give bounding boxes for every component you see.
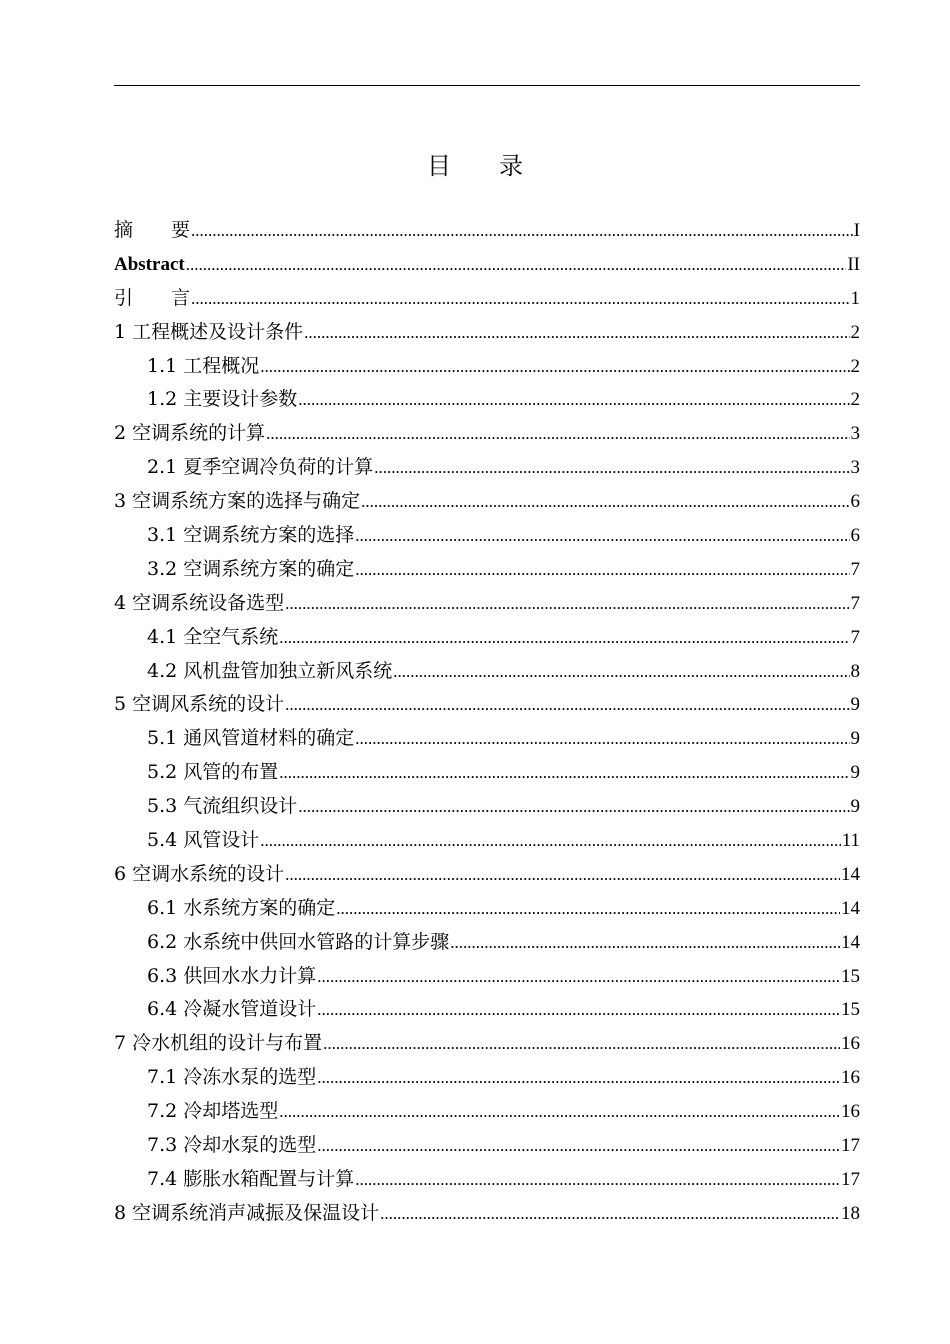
toc-entry-page-number: 2 — [850, 355, 860, 377]
toc-entry-label: 4 空调系统设备选型 — [114, 591, 285, 614]
toc-leader-dots — [361, 485, 849, 519]
toc-entry[interactable] — [114, 655, 860, 689]
toc-leader-dots — [317, 1061, 840, 1095]
toc-leader-dots — [266, 417, 849, 451]
header-rule — [114, 85, 860, 86]
toc-entry-page-number: 14 — [841, 897, 860, 919]
toc-entry-page-number: 3 — [850, 423, 860, 445]
toc-leader-dots — [285, 587, 849, 621]
toc-entry-label: 1.1 工程概况 — [147, 354, 260, 377]
toc-entry-page-number: 17 — [841, 1135, 860, 1157]
toc-entry[interactable] — [114, 688, 860, 722]
toc-entry-page-number: II — [847, 253, 860, 275]
toc-entry[interactable] — [114, 1095, 860, 1129]
toc-leader-dots — [298, 790, 849, 824]
toc-entry[interactable] — [114, 316, 860, 350]
toc-entry[interactable] — [114, 926, 860, 960]
toc-entry-page-number: 6 — [850, 491, 860, 513]
toc-leader-dots — [279, 1095, 840, 1129]
toc-entry-page-number: 11 — [841, 830, 860, 852]
toc-entry-label: 7.3 冷却水泵的选型 — [147, 1134, 317, 1157]
table-of-contents — [114, 214, 860, 1231]
toc-entry-page-number: 14 — [841, 863, 860, 885]
toc-entry-label: 7.1 冷冻水泵的选型 — [147, 1066, 317, 1089]
toc-entry-label: 摘 要 — [114, 219, 191, 241]
toc-entry-page-number: 1 — [850, 287, 860, 309]
toc-entry[interactable] — [114, 824, 860, 858]
toc-entry-page-number: 7 — [850, 626, 860, 648]
toc-entry-label: 7.4 膨胀水箱配置与计算 — [147, 1167, 355, 1190]
toc-entry[interactable] — [114, 1129, 860, 1163]
toc-leader-dots — [323, 1027, 840, 1061]
toc-entry-label: 1 工程概述及设计条件 — [114, 320, 304, 343]
toc-leader-dots — [355, 722, 849, 756]
toc-entry[interactable] — [114, 993, 860, 1027]
toc-entry-page-number: 9 — [850, 796, 860, 818]
toc-entry-label: 2 空调系统的计算 — [114, 422, 266, 445]
toc-entry-label: 5.4 风管设计 — [147, 829, 260, 852]
toc-entry[interactable] — [114, 1163, 860, 1197]
toc-leader-dots — [260, 350, 849, 384]
toc-entry-label: 5.1 通风管道材料的确定 — [147, 727, 355, 750]
toc-entry[interactable] — [114, 858, 860, 892]
toc-leader-dots — [298, 383, 849, 417]
toc-entry-label: 3.2 空调系统方案的确定 — [147, 557, 355, 580]
toc-entry-label: 3.1 空调系统方案的选择 — [147, 524, 355, 547]
toc-entry[interactable] — [114, 621, 860, 655]
toc-entry[interactable] — [114, 1027, 860, 1061]
toc-leader-dots — [191, 282, 849, 316]
toc-leader-dots — [260, 824, 840, 858]
toc-entry[interactable] — [114, 1197, 860, 1231]
toc-entry-label: 5.3 气流组织设计 — [147, 795, 298, 818]
toc-entry[interactable] — [114, 587, 860, 621]
toc-leader-dots — [374, 451, 849, 485]
toc-entry[interactable] — [114, 485, 860, 519]
toc-entry-page-number: 3 — [850, 457, 860, 479]
toc-entry-page-number: 9 — [850, 762, 860, 784]
toc-leader-dots — [279, 621, 849, 655]
toc-entry-label: 6.3 供回水水力计算 — [147, 964, 317, 987]
toc-entry-page-number: 16 — [841, 1033, 860, 1055]
toc-entry-label: 引 言 — [114, 286, 191, 309]
toc-entry[interactable] — [114, 214, 860, 248]
toc-entry-label: 6.2 水系统中供回水管路的计算步骤 — [147, 930, 450, 953]
toc-entry-page-number: I — [853, 220, 860, 241]
toc-leader-dots — [186, 248, 847, 282]
toc-entry[interactable] — [114, 1061, 860, 1095]
toc-entry-label: 5 空调风系统的设计 — [114, 693, 285, 716]
toc-entry[interactable] — [114, 756, 860, 790]
toc-entry[interactable] — [114, 722, 860, 756]
toc-entry-page-number: 2 — [850, 389, 860, 411]
toc-entry[interactable] — [114, 383, 860, 417]
toc-entry[interactable] — [114, 892, 860, 926]
toc-entry[interactable] — [114, 451, 860, 485]
toc-entry-page-number: 15 — [841, 999, 860, 1021]
toc-entry-page-number: 18 — [841, 1202, 860, 1224]
toc-entry-label: 5.2 风管的布置 — [147, 761, 279, 784]
toc-entry-page-number: 6 — [850, 525, 860, 547]
toc-entry-page-number: 2 — [850, 321, 860, 343]
toc-leader-dots — [285, 688, 849, 722]
toc-entry-page-number: 7 — [850, 592, 860, 614]
toc-entry[interactable] — [114, 417, 860, 451]
toc-leader-dots — [336, 892, 840, 926]
toc-entry-label: 6.4 冷凝水管道设计 — [147, 998, 317, 1021]
toc-entry-page-number: 14 — [841, 931, 860, 953]
toc-entry-page-number: 16 — [841, 1067, 860, 1089]
toc-leader-dots — [380, 1197, 840, 1231]
toc-leader-dots — [450, 926, 840, 960]
toc-entry[interactable] — [114, 519, 860, 553]
toc-entry[interactable] — [114, 790, 860, 824]
toc-leader-dots — [304, 316, 849, 350]
toc-entry[interactable] — [114, 350, 860, 384]
toc-leader-dots — [393, 655, 849, 689]
toc-leader-dots — [317, 1129, 840, 1163]
toc-entry-page-number: 16 — [841, 1101, 860, 1123]
toc-entry-label: 4.1 全空气系统 — [147, 625, 279, 648]
toc-entry-label: 4.2 风机盘管加独立新风系统 — [147, 659, 393, 682]
toc-entry[interactable] — [114, 282, 860, 316]
toc-entry-page-number: 7 — [850, 558, 860, 580]
toc-entry-label: 7 冷水机组的设计与布置 — [114, 1032, 323, 1055]
toc-entry-label: 6 空调水系统的设计 — [114, 862, 285, 885]
toc-entry-label: 7.2 冷却塔选型 — [147, 1100, 279, 1123]
toc-entry-page-number: 8 — [850, 660, 860, 682]
toc-leader-dots — [317, 960, 840, 994]
page-title: 目 录 — [427, 152, 523, 180]
toc-entry-page-number: 9 — [850, 728, 860, 750]
toc-entry-label: 8 空调系统消声减振及保温设计 — [114, 1201, 380, 1224]
toc-entry-page-number: 17 — [841, 1168, 860, 1190]
toc-leader-dots — [285, 858, 840, 892]
toc-entry-page-number: 9 — [850, 694, 860, 716]
toc-entry[interactable] — [114, 248, 860, 282]
toc-leader-dots — [317, 993, 840, 1027]
toc-entry-label: Abstract — [114, 253, 185, 275]
toc-leader-dots — [191, 214, 853, 248]
toc-leader-dots — [355, 1163, 840, 1197]
toc-entry-label: 3 空调系统方案的选择与确定 — [114, 490, 361, 513]
toc-leader-dots — [279, 756, 849, 790]
toc-entry[interactable] — [114, 960, 860, 994]
toc-entry-page-number: 15 — [841, 965, 860, 987]
toc-entry-label: 1.2 主要设计参数 — [147, 388, 298, 411]
toc-entry-label: 2.1 夏季空调冷负荷的计算 — [147, 456, 374, 479]
toc-leader-dots — [355, 519, 849, 553]
toc-leader-dots — [355, 553, 849, 587]
toc-entry[interactable] — [114, 553, 860, 587]
toc-entry-label: 6.1 水系统方案的确定 — [147, 896, 336, 919]
